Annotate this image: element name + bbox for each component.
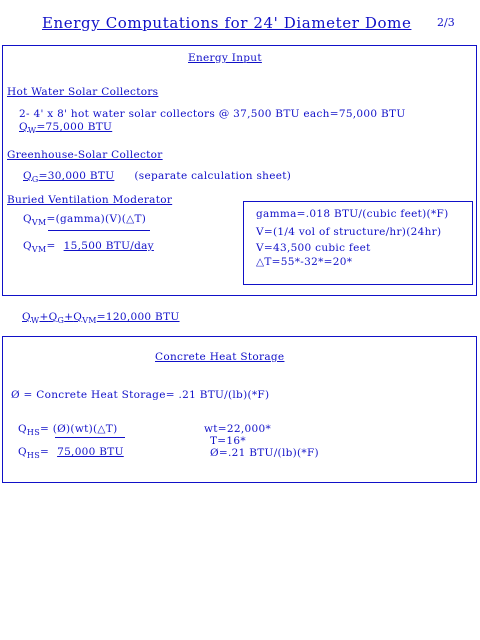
q-w-equation bbox=[19, 121, 112, 135]
param-delta-t: △T=55*-32*=20* bbox=[256, 256, 353, 268]
q-subscript: VM bbox=[82, 316, 97, 325]
greenhouse-heading: Greenhouse-Solar Collector bbox=[7, 149, 163, 161]
plus-operator: + bbox=[64, 311, 74, 323]
q-subscript: W bbox=[27, 126, 37, 135]
param-phi: Ø=.21 BTU/(lb)(*F) bbox=[210, 447, 319, 459]
q-symbol: Q bbox=[23, 170, 32, 182]
q-hs-formula-rhs: = (Ø)(wt)(△T) bbox=[39, 423, 118, 435]
q-symbol: Q bbox=[23, 240, 32, 252]
q-vm-formula bbox=[23, 213, 146, 227]
q-g-equation bbox=[23, 170, 291, 184]
q-symbol: Q bbox=[18, 423, 27, 435]
q-subscript: HS bbox=[26, 451, 40, 460]
q-vm-result bbox=[23, 240, 154, 254]
param-volume-rate: V=(1/4 vol of structure/hr)(24hr) bbox=[256, 226, 442, 238]
q-g-value: =30,000 BTU bbox=[38, 170, 115, 182]
q-symbol: Q bbox=[18, 446, 27, 458]
q-subscript: G bbox=[57, 316, 65, 325]
hot-water-description: 2- 4' x 8' hot water solar collectors @ 37,500 BTU each=75,000 BTU bbox=[19, 108, 406, 120]
q-hs-result bbox=[18, 446, 124, 460]
q-subscript: G bbox=[31, 175, 39, 184]
param-weight: wt=22,000* bbox=[204, 423, 271, 435]
q-hs-formula bbox=[18, 423, 118, 437]
plus-operator: + bbox=[39, 311, 49, 323]
concrete-definition: Ø = Concrete Heat Storage= .21 BTU/(lb)(*F) bbox=[11, 389, 270, 401]
equals-sign: = bbox=[39, 446, 50, 458]
q-subscript: VM bbox=[31, 245, 47, 254]
q-symbol: Q bbox=[19, 121, 28, 133]
q-subscript: HS bbox=[26, 428, 40, 437]
formula-underline bbox=[48, 230, 150, 231]
q-symbol: Q bbox=[23, 213, 32, 225]
q-w-value: =75,000 BTU bbox=[36, 121, 113, 133]
q-vm-value: 15,500 BTU/day bbox=[63, 240, 154, 252]
greenhouse-note: (separate calculation sheet) bbox=[134, 170, 292, 182]
equals-sign: = bbox=[46, 240, 56, 252]
total-value: =120,000 BTU bbox=[96, 311, 180, 323]
hot-water-heading: Hot Water Solar Collectors bbox=[7, 86, 159, 98]
energy-input-heading: Energy Input bbox=[188, 52, 262, 64]
q-hs-value: 75,000 BTU bbox=[57, 446, 124, 458]
q-vm-formula-rhs: =(gamma)(V)(△T) bbox=[46, 213, 147, 225]
concrete-heading: Concrete Heat Storage bbox=[155, 351, 285, 363]
q-symbol: Q bbox=[22, 311, 31, 323]
param-volume: V=43,500 cubic feet bbox=[256, 242, 371, 254]
q-subscript: VM bbox=[31, 218, 47, 227]
param-gamma: gamma=.018 BTU/(cubic feet)(*F) bbox=[256, 208, 449, 220]
ventilation-heading: Buried Ventilation Moderator bbox=[7, 194, 173, 206]
formula-underline bbox=[55, 437, 125, 438]
q-symbol: Q bbox=[73, 311, 83, 323]
q-symbol: Q bbox=[48, 311, 58, 323]
q-subscript: W bbox=[30, 316, 40, 325]
total-equation bbox=[22, 311, 180, 325]
page-title: Energy Computations for 24' Diameter Dome bbox=[42, 14, 412, 32]
param-temperature: T=16* bbox=[210, 435, 246, 447]
page-number: 2/3 bbox=[437, 16, 455, 29]
